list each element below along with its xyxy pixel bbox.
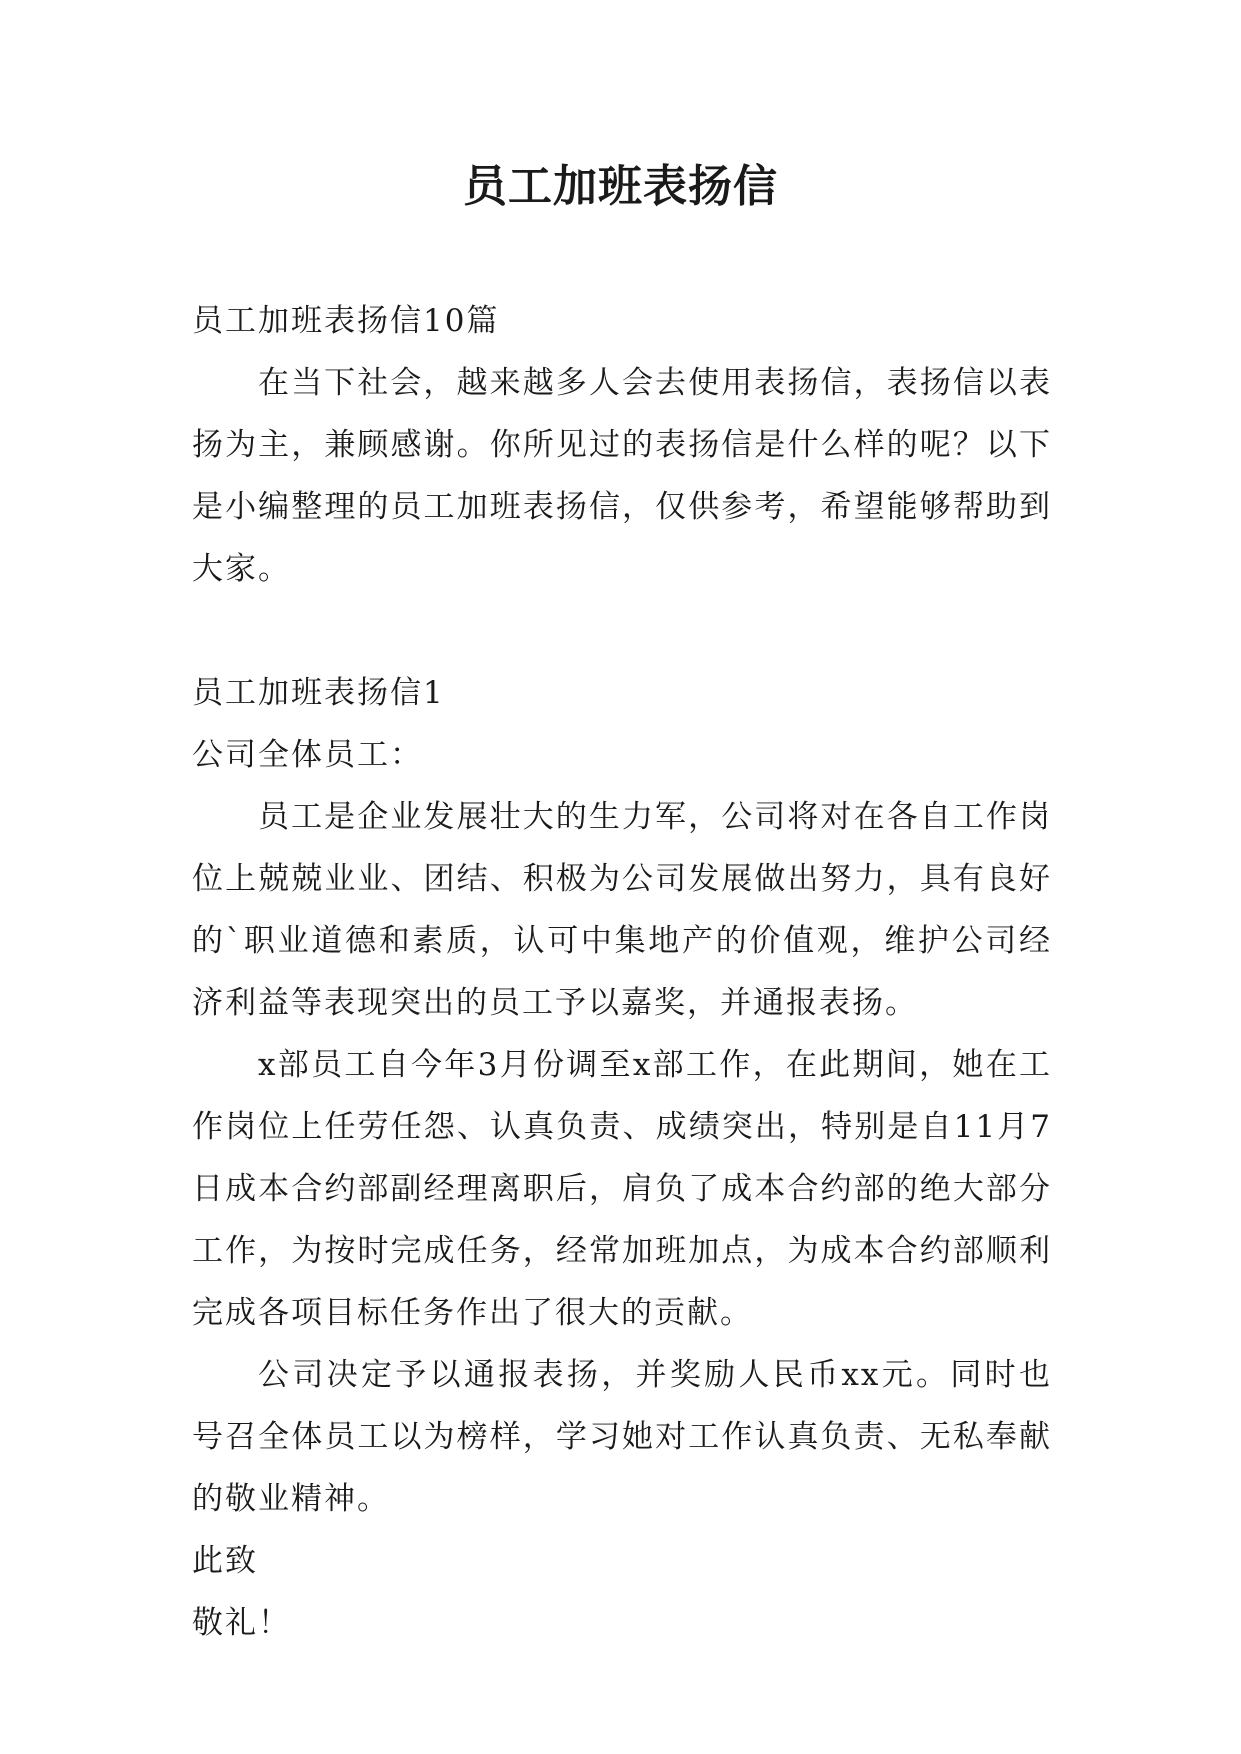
closing-regards: 敬礼！ [192, 1605, 291, 1641]
body-paragraph: 公司决定予以通报表扬，并奖励人民币xx元。同时也号召全体员工以为榜样，学习她对工作认真负责、无私奉献的敬业精神。 [192, 1357, 1052, 1517]
salutation: 公司全体员工： [192, 737, 423, 773]
closing-line: 此致 [192, 1543, 258, 1579]
document-title: 员工加班表扬信 [463, 161, 778, 212]
body-paragraph: 员工是企业发展壮大的生力军，公司将对在各自工作岗位上兢兢业业、团结、积极为公司发展做出努力，具有良好的`职业道德和素质，认可中集地产的价值观，维护公司经济利益等表现突出的员工予以嘉奖，并通报表扬。 [192, 799, 1052, 1021]
intro-paragraph: 在当下社会，越来越多人会去使用表扬信，表扬信以表扬为主，兼顾感谢。你所见过的表扬信是什么样的呢？以下是小编整理的员工加班表扬信，仅供参考，希望能够帮助到大家。 [192, 365, 1052, 587]
body-paragraph: x部员工自今年3月份调至x部工作，在此期间，她在工作岗位上任劳任怨、认真负责、成绩突出，特别是自11月7日成本合约部副经理离职后，肩负了成本合约部的绝大部分工作，为按时完成任务，经常加班加点，为成本合约部顺利完成各项目标任务作出了很大的贡献。 [192, 1047, 1052, 1331]
document-body [192, 290, 1052, 1654]
spacer [192, 600, 1052, 662]
section-heading: 员工加班表扬信1 [192, 675, 445, 711]
document-subtitle: 员工加班表扬信10篇 [192, 303, 500, 339]
